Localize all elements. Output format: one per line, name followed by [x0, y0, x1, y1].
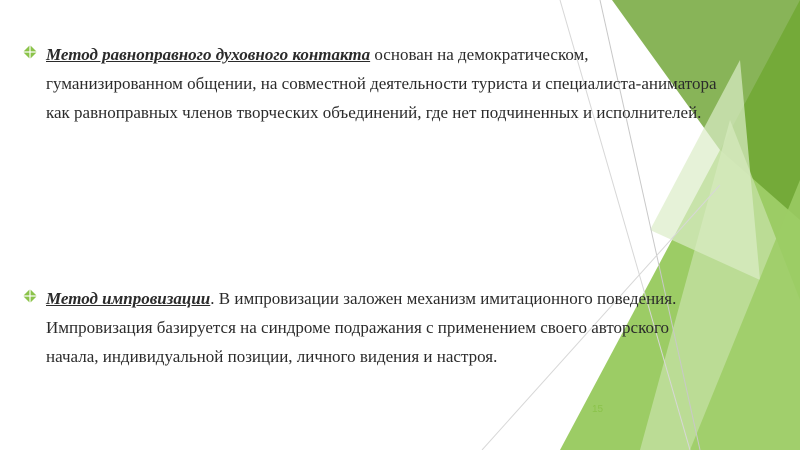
bullet-paragraph-2 [46, 284, 722, 371]
bullet-term-1: Метод равноправного духовного контакта [46, 45, 371, 64]
bullet-item-1 [22, 40, 722, 127]
bullet-paragraph-1 [46, 40, 722, 127]
diamond-bullet-icon [22, 44, 38, 60]
bullet-body-2: . В импровизации заложен механизм имитационного поведения. Импровизация базируется на синдроме подражания с применением своего авторского начала, индивидуальной позиции, личного видения и настроя. [46, 289, 677, 366]
diamond-bullet-icon [22, 288, 38, 304]
page-number: 15 [592, 404, 604, 415]
bullet-term-2: Метод импровизации [46, 289, 211, 308]
bullet-body-1: основан на демократическом, гуманизированном общении, на совместной деятельности туриста и специалиста-аниматора как равноправных членов творческих объединений, где нет подчиненных и исполнителей. [46, 45, 717, 122]
bullet-item-2 [22, 284, 722, 371]
